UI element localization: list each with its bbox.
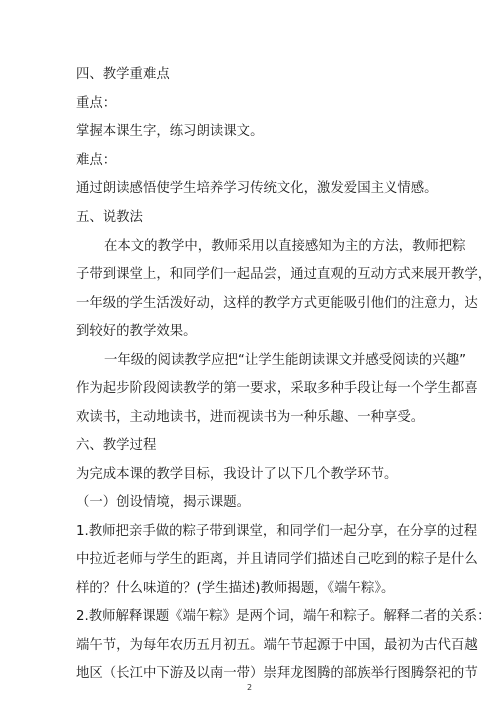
paragraph-line: 为完成本课的教学目标，我设计了以下几个教学环节。 bbox=[76, 467, 398, 482]
heading-section-6: 六、教学过程 bbox=[76, 438, 157, 453]
paragraph-line: 端午节，为每年农历五月初五。端午节起源于中国，最初为古代百越 bbox=[76, 638, 478, 653]
subheading-step-1: （一）创设情境，揭示课题。 bbox=[76, 495, 251, 510]
paragraph-line: 一年级的阅读教学应把“让学生能朗读课文并感受阅读的兴趣” bbox=[104, 353, 467, 368]
paragraph-line: 欢读书，主动地读书，进而视读书为一种乐趣、一种享受。 bbox=[76, 410, 425, 425]
paragraph-line: 在本文的教学中，教师采用以直接感知为主的方法，教师把粽 bbox=[104, 239, 466, 254]
paragraph-line: 2.教师解释课题《端午粽》是两个词，端午和粽子。解释二者的关系： bbox=[76, 609, 491, 624]
paragraph-line: 1.教师把亲手做的粽子带到课堂，和同学们一起分享，在分享的过程 bbox=[76, 524, 478, 539]
paragraph-line: 到较好的教学效果。 bbox=[76, 324, 197, 339]
label-key-point: 重点： bbox=[76, 96, 117, 111]
page-number: 2 bbox=[246, 683, 253, 692]
paragraph-key-point: 掌握本课生字，练习朗读课文。 bbox=[76, 124, 264, 139]
paragraph-line: 中拉近老师与学生的距离，并且请同学们描述自己吃到的粽子是什么 bbox=[76, 552, 478, 567]
paragraph-line: 地区（长江中下游及以南一带）崇拜龙图腾的部族举行图腾祭祀的节 bbox=[76, 666, 478, 681]
paragraph-line: 样的？什么味道的？(学生描述)教师揭题，《端午粽》。 bbox=[76, 581, 395, 596]
paragraph-line: 作为起步阶段阅读教学的第一要求，采取多种手段让每一个学生都喜 bbox=[76, 381, 478, 396]
label-difficulty: 难点： bbox=[76, 153, 117, 168]
heading-section-4: 四、教学重难点 bbox=[76, 67, 170, 82]
paragraph-difficulty: 通过朗读感悟使学生培养学习传统文化，激发爱国主义情感。 bbox=[76, 181, 438, 196]
heading-section-5: 五、说教法 bbox=[76, 210, 143, 225]
paragraph-line: 子带到课堂上，和同学们一起品尝，通过直观的互动方式来展开教学， bbox=[76, 267, 492, 282]
paragraph-line: 一年级的学生活泼好动，这样的教学方式更能吸引他们的注意力，达 bbox=[76, 296, 478, 311]
